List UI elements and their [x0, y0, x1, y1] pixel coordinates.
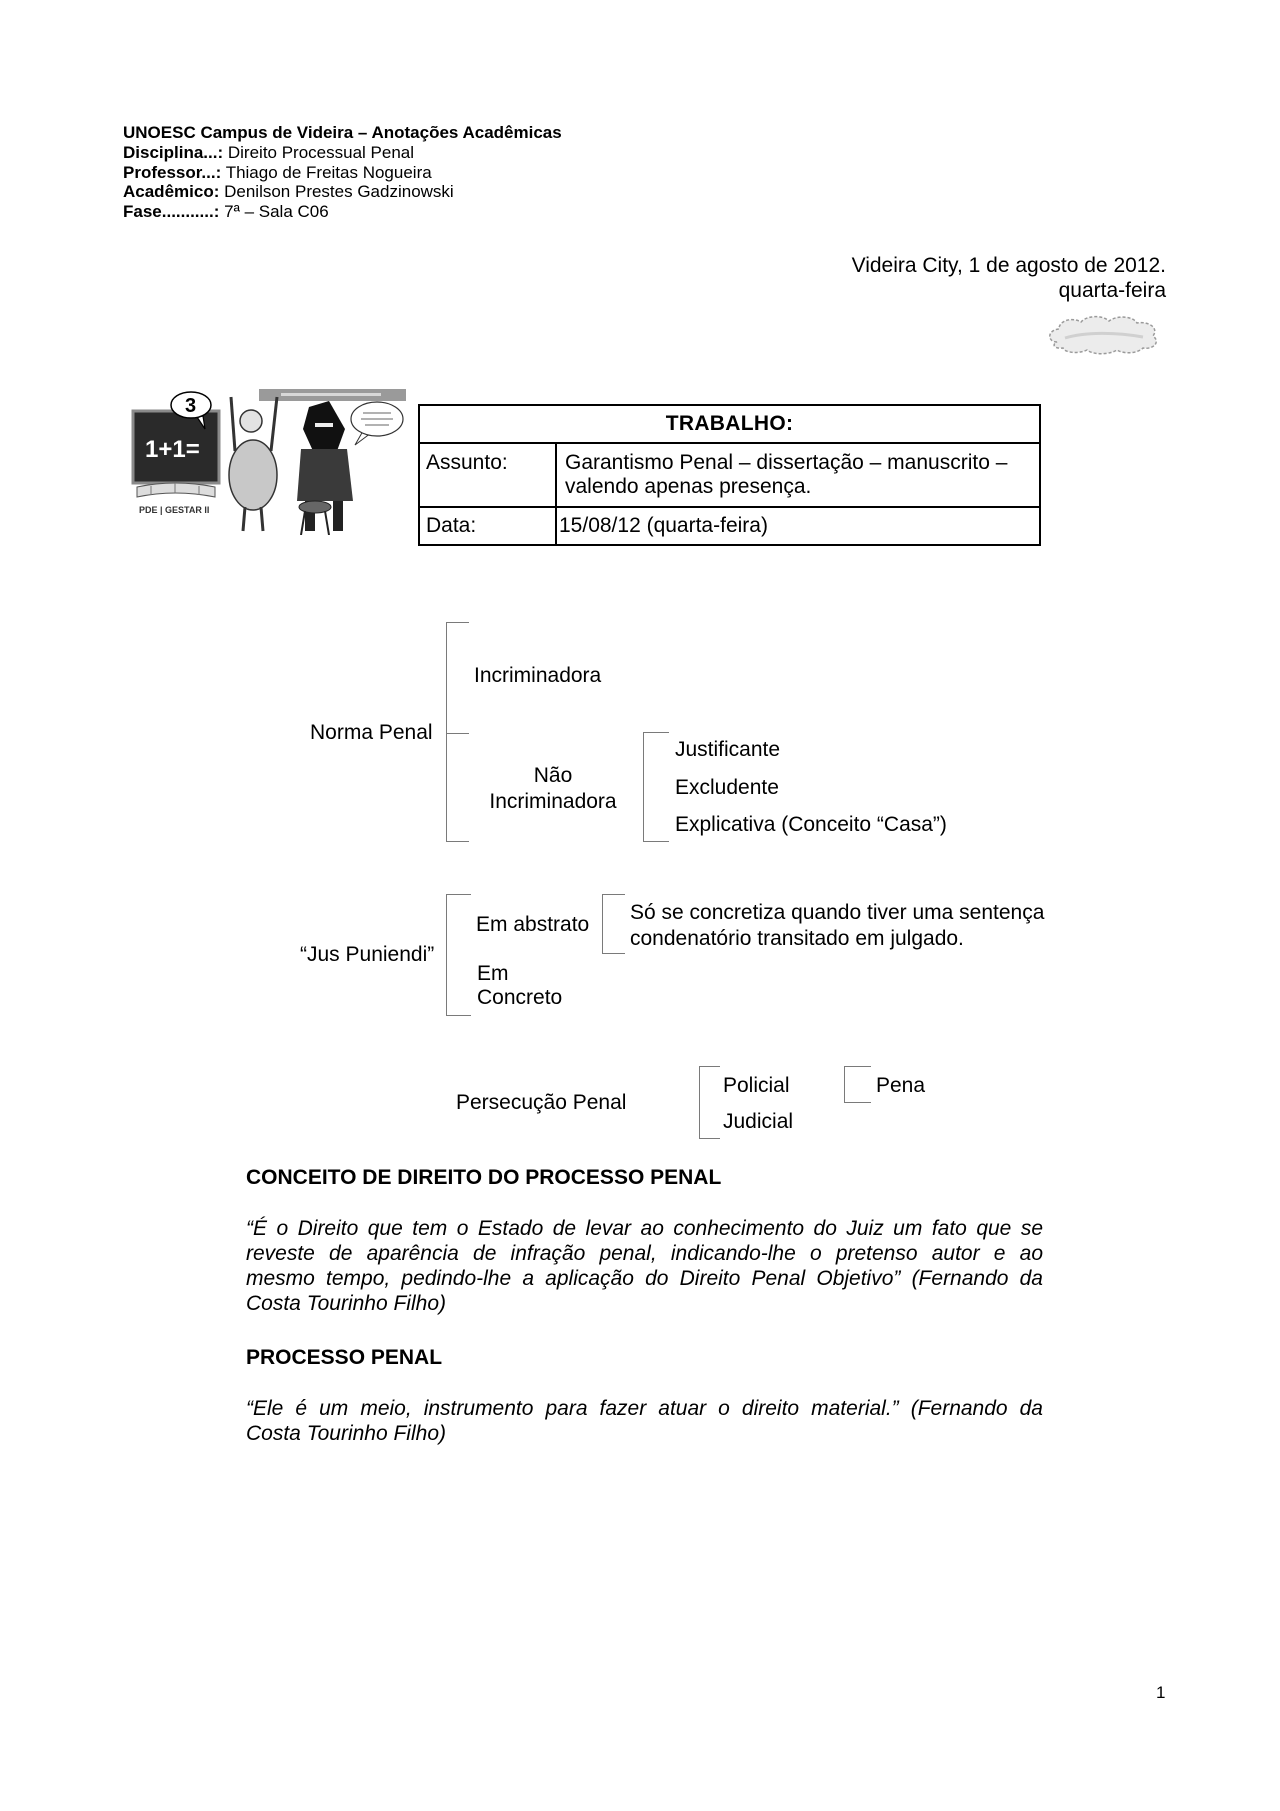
quote-processo-penal: [246, 1396, 1043, 1446]
explicativa-item: Explicativa (Conceito “Casa”): [675, 813, 947, 836]
abstrato-bracket: [602, 894, 625, 954]
header-row-professor: [123, 163, 562, 183]
section-title-processo-penal: PROCESSO PENAL: [246, 1346, 443, 1369]
bubble-number: 3: [185, 395, 197, 417]
discipline-value: Direito Processual Penal: [227, 142, 415, 162]
section-title-conceito: CONCEITO DE DIREITO DO PROCESSO PENAL: [246, 1166, 722, 1189]
norma-penal-connector: [446, 733, 469, 734]
book: [137, 483, 215, 497]
excludente-item: Excludente: [675, 776, 779, 799]
quote-line: mesmo tempo, pedindo-lhe a aplicação do Direito Penal Objetivo” (Fernando da: [246, 1267, 1043, 1290]
course-header: [123, 123, 562, 222]
abstrato-note-line-2: condenatório transitado em julgado.: [630, 927, 964, 950]
assignment-subject-row: [420, 444, 1039, 508]
norma-penal-label: Norma Penal: [310, 721, 433, 744]
persecucao-penal-label: Persecução Penal: [456, 1091, 627, 1114]
policial-item: Policial: [723, 1074, 790, 1097]
date-label: Data:: [420, 508, 557, 544]
date-block: [852, 254, 1166, 303]
subject-label: Assunto:: [420, 444, 557, 506]
justificante-item: Justificante: [675, 738, 781, 761]
assignment-table: [418, 404, 1041, 546]
pde-gestar-logo: PDE | GESTAR II: [139, 505, 210, 515]
pena-bracket: [844, 1066, 871, 1103]
pear-shaped-character: [229, 397, 277, 531]
phase-value: 7ª – Sala C06: [224, 202, 329, 222]
nao-incriminadora-bracket: [643, 732, 669, 842]
professor-value: Thiago de Freitas Nogueira: [225, 162, 432, 182]
nao-line: Não: [533, 764, 573, 787]
em-line: Em: [477, 962, 509, 985]
header-row-student: [123, 182, 562, 202]
assignment-date-row: [420, 508, 1039, 544]
discipline-label: Disciplina...:: [123, 142, 224, 162]
page-number: 1: [1156, 1683, 1166, 1702]
chalkboard-text: 1+1=: [145, 436, 200, 463]
jus-puniendi-bracket: [446, 894, 471, 1016]
quote-line: “É o Direito que tem o Estado de levar ao conhecimento do Juiz um fato que se: [246, 1217, 1043, 1240]
em-abstrato-label: Em abstrato: [476, 913, 590, 936]
abstrato-note-line-1: Só se concretiza quando tiver uma sentença: [630, 901, 1045, 924]
concreto-line: Concreto: [477, 986, 563, 1009]
pena-item: Pena: [876, 1074, 926, 1097]
student-label: Acadêmico:: [123, 182, 220, 202]
student-value: Denilson Prestes Gadzinowski: [224, 182, 454, 202]
quote-line: Costa Tourinho Filho): [246, 1292, 446, 1315]
cloud-doodle: [1045, 312, 1163, 356]
cartoon-illustration: [131, 389, 406, 535]
header-title: UNOESC Campus de Videira – Anotações Acadêmicas: [123, 123, 562, 142]
quote-line: reveste de aparência de infração penal, indicando-lhe o pretenso autor e ao: [246, 1242, 1043, 1265]
quote-conceito: [246, 1216, 1043, 1316]
incriminadora-label: Incriminadora: [474, 664, 602, 687]
quote-line: “Ele é um meio, instrumento para fazer atuar o direito material.” (Fernando da: [246, 1397, 1043, 1420]
em-concreto-label: [477, 962, 562, 1010]
persecucao-bracket: [699, 1066, 720, 1139]
jus-puniendi-label: “Jus Puniendi”: [300, 943, 435, 966]
incriminadora-line: Incriminadora: [489, 790, 617, 813]
header-row-phase: [123, 202, 562, 222]
speech-bubble-right: [351, 402, 403, 445]
quote-line: Costa Tourinho Filho): [246, 1422, 446, 1445]
place-date: Videira City, 1 de agosto de 2012.: [851, 254, 1166, 277]
assignment-title: TRABALHO:: [420, 406, 1039, 444]
nao-incriminadora-label: [488, 763, 618, 815]
professor-label: Professor...:: [123, 162, 222, 182]
norma-penal-bracket: [446, 622, 469, 842]
date-value: 15/08/12 (quarta-feira): [559, 514, 768, 537]
judicial-item: Judicial: [723, 1110, 794, 1133]
header-row-discipline: [123, 143, 562, 163]
subject-line-2: valendo apenas presença.: [565, 475, 812, 498]
phase-label: Fase...........:: [123, 202, 220, 222]
chalkboard: [133, 411, 219, 483]
weekday: quarta-feira: [1058, 278, 1166, 302]
subject-line-1: Garantismo Penal – dissertação – manuscrito –: [565, 451, 1008, 474]
subject-value: [557, 444, 1039, 506]
abstrato-note: [630, 900, 1044, 952]
